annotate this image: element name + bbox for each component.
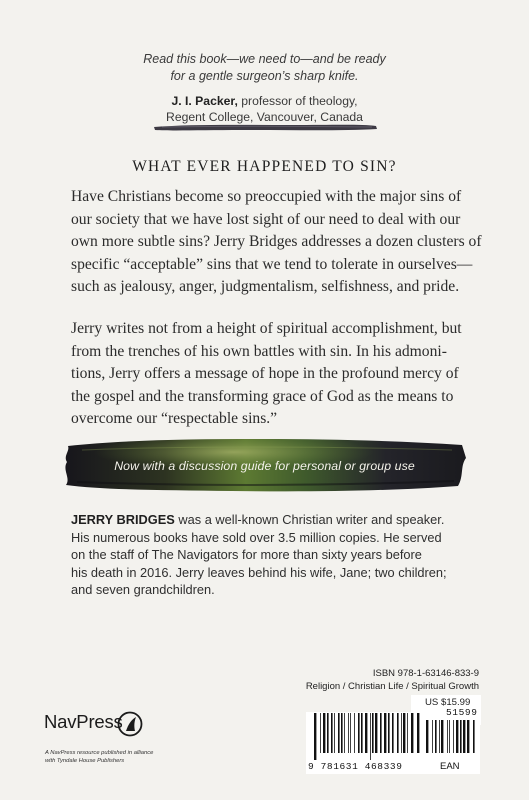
discussion-guide-banner: Now with a discussion guide for personal or group use xyxy=(114,459,415,473)
isbn-barcode xyxy=(313,713,425,760)
bio-line: His numerous books have sold over 3.5 million copies. He served xyxy=(71,529,442,545)
barcode-bar xyxy=(401,713,402,753)
barcode-bar xyxy=(388,713,390,753)
barcode-bar xyxy=(453,720,454,753)
barcode-bar xyxy=(334,713,335,753)
barcode-bar xyxy=(435,720,437,753)
barcode-bar xyxy=(348,713,349,753)
barcode-bar xyxy=(467,720,469,753)
barcode-bar xyxy=(375,713,377,753)
publisher-logo-text: NavPress xyxy=(44,711,123,732)
barcode-bar xyxy=(327,713,329,753)
barcode-bar xyxy=(338,713,340,753)
text-line: specific “acceptable” sins that we tend to tolerate in ourselves— xyxy=(71,255,473,273)
barcode-bar xyxy=(344,713,345,753)
barcode-bar xyxy=(407,713,408,753)
barcode-bar xyxy=(358,713,360,753)
barcode-bar xyxy=(397,713,399,753)
bio-line: and seven grandchildren. xyxy=(71,582,215,597)
quote-line: Read this book—we need to—and be ready xyxy=(143,52,386,66)
barcode-bar xyxy=(370,713,371,760)
barcode-bar xyxy=(314,713,316,760)
text-line: tions, Jerry offers a message of hope in the profound mercy of xyxy=(71,365,459,382)
brush-stroke-divider xyxy=(152,123,378,132)
imprint-line: A NavPress resource published in alliance xyxy=(45,750,154,756)
barcode-bar xyxy=(384,713,386,753)
barcode-bar xyxy=(331,713,333,753)
quote-author: J. I. Packer, xyxy=(171,94,238,108)
barcode-bar xyxy=(426,720,428,753)
text-line: Jerry writes not from a height of spiritual accomplishment, but xyxy=(71,320,462,337)
category-label: Religion / Christian Life / Spiritual Growth xyxy=(305,680,479,692)
barcode-bar xyxy=(365,713,367,753)
barcode-bar xyxy=(411,713,413,753)
author-name: JERRY BRIDGES xyxy=(71,512,175,527)
barcode-bar xyxy=(473,720,475,753)
bio-line: on the staff of The Navigators for more than sixty years before xyxy=(71,547,422,562)
price-barcode xyxy=(425,720,477,760)
barcode-bar xyxy=(392,713,394,753)
imprint-line: with Tyndale House Publishers xyxy=(45,757,125,764)
text-line: overcome our “respectable sins.” xyxy=(71,410,278,427)
bio-line: his death in 2016. Jerry leaves behind his wife, Jane; two children; xyxy=(71,564,447,580)
quote-attribution xyxy=(0,93,529,125)
text-line: own more subtle sins? Jerry Bridges addresses a dozen clusters of xyxy=(71,233,482,250)
quote-text xyxy=(0,51,529,85)
barcode-bar xyxy=(372,713,374,753)
endorsement-quote xyxy=(0,51,529,125)
isbn-number: ISBN 978-1-63146-833-9 xyxy=(372,668,479,679)
barcode-bar xyxy=(432,720,433,753)
imprint-note xyxy=(45,750,153,765)
text-line: such as jealousy, anger, judgmentalism, selfishness, and pride. xyxy=(71,278,460,295)
price: US $15.99 xyxy=(425,697,471,708)
navpress-sail-logo-icon xyxy=(117,711,143,737)
description-paragraph xyxy=(71,186,482,299)
barcode-bar xyxy=(350,713,351,753)
headline: WHAT EVER HAPPENED TO SIN? xyxy=(132,158,397,175)
quote-author-affiliation: Regent College, Vancouver, Canada xyxy=(166,110,363,124)
barcode-bar xyxy=(463,720,465,753)
text-line: the gospel and the transforming grace of God as the means to xyxy=(71,387,454,405)
barcode-bar xyxy=(323,713,325,753)
author-bio xyxy=(71,511,471,599)
barcode-bar xyxy=(417,713,419,753)
description-paragraph xyxy=(71,318,471,431)
barcode-digits: 9 781631 468339 xyxy=(308,761,403,772)
text-line: from the trenches of his own battles with sin. In his admoni- xyxy=(71,342,447,360)
barcode-bar xyxy=(403,713,405,753)
quote-line: for a gentle surgeon’s sharp knife. xyxy=(170,69,359,83)
barcode-bar xyxy=(460,720,462,753)
price-code: 51599 xyxy=(446,707,478,718)
barcode-bar xyxy=(354,713,355,753)
barcode-bar xyxy=(441,720,443,753)
barcode-suffix: EAN xyxy=(440,761,460,772)
text-line: Have Christians become so preoccupied with the major sins of xyxy=(71,188,462,205)
barcode-bar xyxy=(456,720,458,753)
barcode-bar xyxy=(341,713,343,753)
barcode-bar xyxy=(320,713,321,753)
bio-text: was a well-known Christian writer and speaker. xyxy=(174,512,445,527)
isbn-block xyxy=(306,668,479,693)
barcode-bar xyxy=(449,720,450,753)
barcode-bar xyxy=(447,720,448,753)
barcode-bar xyxy=(380,713,382,753)
bio-line xyxy=(71,511,471,529)
quote-author-title: professor of theology, xyxy=(237,94,358,108)
barcode-bar xyxy=(361,713,363,753)
text-line: our society that we have lost sight of our need to deal with our xyxy=(71,210,461,228)
barcode-bar xyxy=(439,720,440,753)
